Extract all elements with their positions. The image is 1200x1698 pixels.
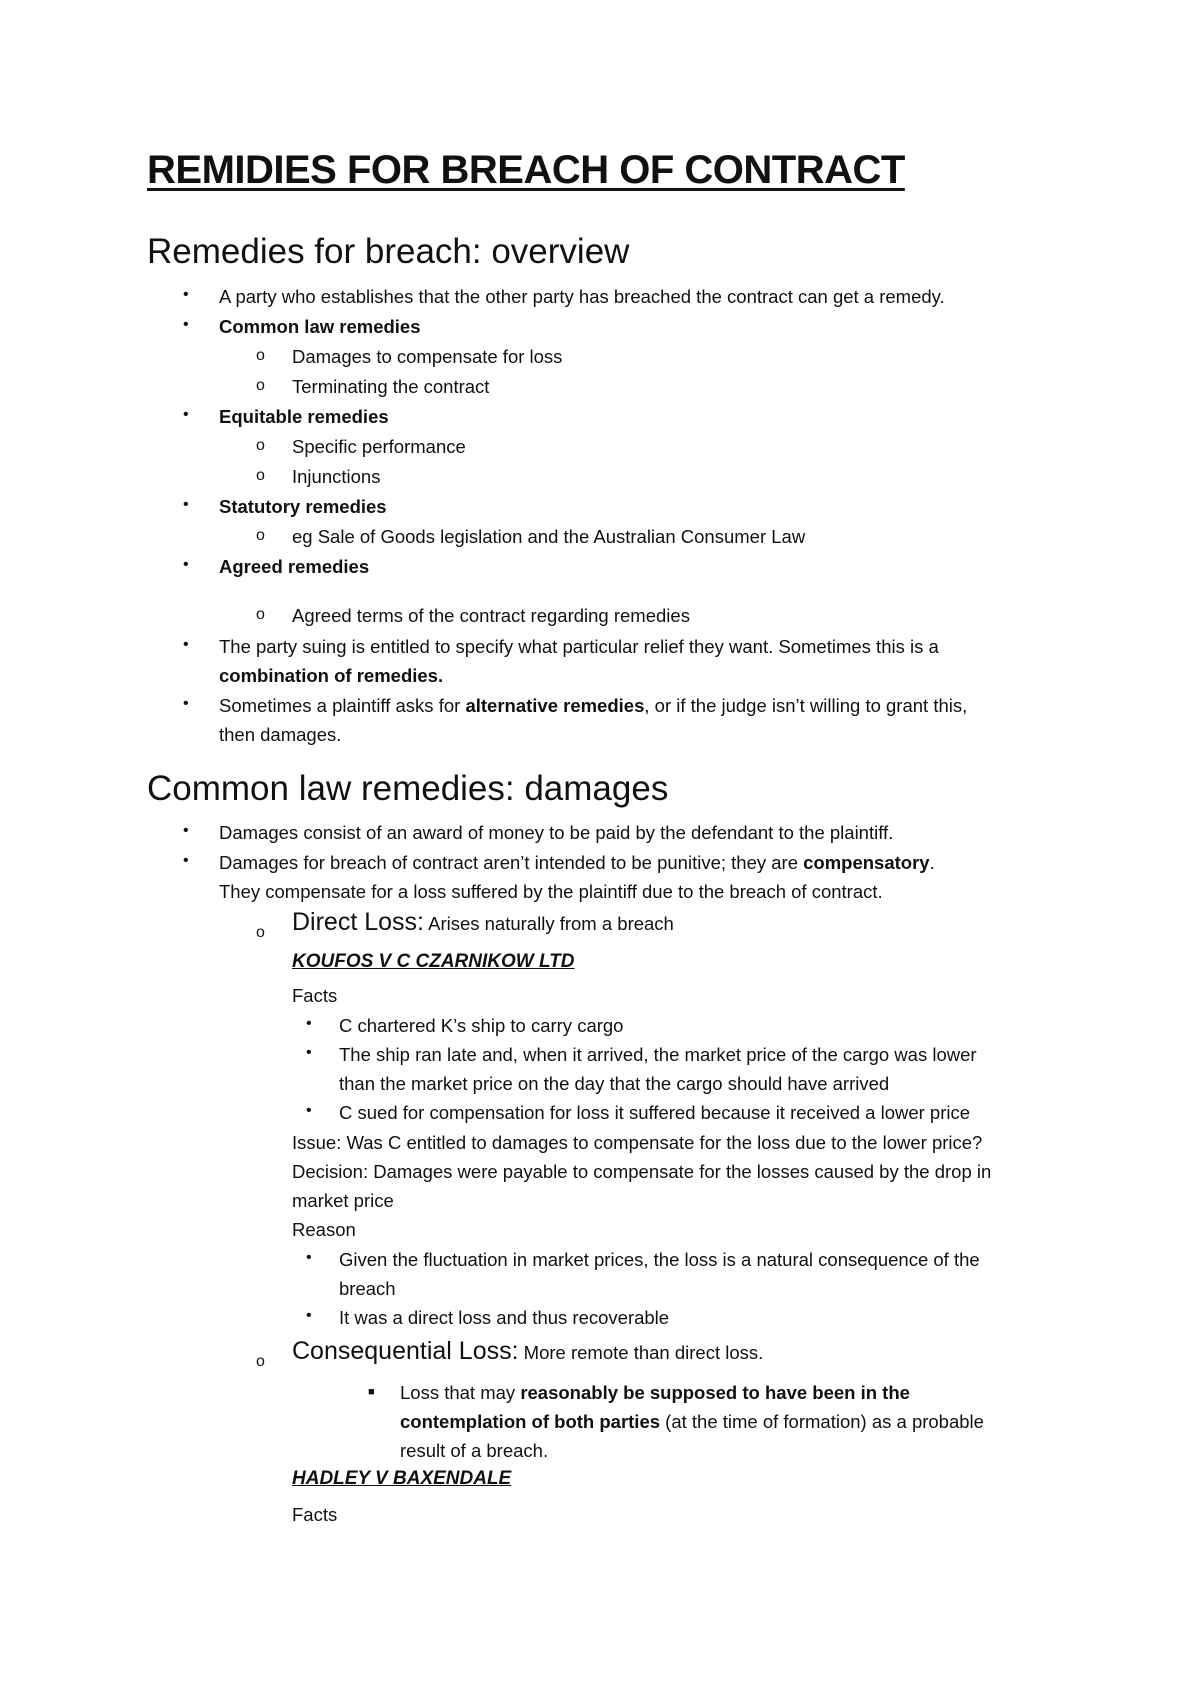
- damages-bullet-2-l1: [219, 848, 935, 877]
- sub-bullet-sale-of-goods: eg Sale of Goods legislation and the Australian Consumer Law: [292, 526, 806, 547]
- bullet-icon: •: [306, 1102, 312, 1119]
- consequential-text-l2: [400, 1407, 984, 1436]
- section-heading-damages: Common law remedies: damages: [147, 769, 669, 808]
- text-run-bold: reasonably be supposed to have been in the: [520, 1382, 910, 1403]
- text-run: Damages for breach of contract aren’t intended to be punitive; they are: [219, 852, 804, 873]
- text-run-bold: alternative remedies: [465, 695, 645, 716]
- direct-loss-line: [292, 908, 674, 938]
- bullet-icon: •: [183, 852, 189, 869]
- text-run: , or if the judge isn’t willing to grant this,: [644, 695, 968, 716]
- sub-bullet-icon: o: [256, 924, 265, 941]
- overview-bullet-party-suing-l1: The party suing is entitled to specify what particular relief they want. Sometimes this is a: [219, 636, 939, 657]
- direct-loss-desc: Arises naturally from a breach: [423, 913, 674, 934]
- consequential-text-l1: [400, 1378, 910, 1407]
- reason-item-continuation: breach: [339, 1278, 396, 1299]
- bullet-icon: •: [306, 1307, 312, 1324]
- sub-bullet-damages: Damages to compensate for loss: [292, 346, 563, 367]
- fact-item-continuation: than the market price on the day that the cargo should have arrived: [339, 1073, 890, 1094]
- case-name-hadley: HADLEY V BAXENDALE: [292, 1468, 512, 1489]
- consequential-loss-desc: More remote than direct loss.: [518, 1342, 764, 1363]
- issue-text: Issue: Was C entitled to damages to compensate for the loss due to the lower price?: [292, 1132, 983, 1153]
- fact-item: C sued for compensation for loss it suffered because it received a lower price: [339, 1102, 971, 1123]
- text-run-bold: contemplation of both parties: [400, 1411, 661, 1432]
- sub-bullet-injunctions: Injunctions: [292, 466, 381, 487]
- fact-item: C chartered K’s ship to carry cargo: [339, 1015, 624, 1036]
- bullet-icon: •: [183, 406, 189, 423]
- text-run: Sometimes a plaintiff asks for: [219, 695, 466, 716]
- sub-bullet-icon: o: [256, 467, 265, 484]
- consequential-loss-label: Consequential Loss:: [292, 1337, 519, 1365]
- text-run: .: [929, 852, 935, 873]
- overview-bullet-equitable: Equitable remedies: [219, 406, 389, 427]
- overview-bullet-alternative-l1: [219, 691, 967, 720]
- sub-bullet-agreed-terms: Agreed terms of the contract regarding remedies: [292, 605, 690, 626]
- bullet-icon: •: [183, 556, 189, 573]
- case-name-koufos: KOUFOS V C CZARNIKOW LTD: [292, 951, 575, 972]
- bullet-icon: •: [183, 822, 189, 839]
- bullet-icon: •: [306, 1044, 312, 1061]
- text-run: Loss that may: [400, 1382, 521, 1403]
- sub-bullet-icon: o: [256, 347, 265, 364]
- overview-bullet-statutory: Statutory remedies: [219, 496, 387, 517]
- overview-bullet-common-law: Common law remedies: [219, 316, 421, 337]
- bullet-icon: •: [183, 636, 189, 653]
- text-run-bold: compensatory: [803, 852, 930, 873]
- bullet-icon: •: [183, 316, 189, 333]
- decision-text-l1: Decision: Damages were payable to compensate for the losses caused by the drop in: [292, 1161, 992, 1182]
- facts-label: Facts: [292, 1504, 338, 1525]
- section-heading-overview: Remedies for breach: overview: [147, 232, 630, 271]
- facts-label: Facts: [292, 985, 338, 1006]
- bullet-icon: •: [183, 695, 189, 712]
- reason-item: It was a direct loss and thus recoverable: [339, 1307, 670, 1328]
- overview-bullet-1: A party who establishes that the other party has breached the contract can get a remedy.: [219, 286, 945, 307]
- bullet-icon: •: [183, 496, 189, 513]
- consequential-text-l3: result of a breach.: [400, 1440, 549, 1461]
- sub-bullet-icon: o: [256, 377, 265, 394]
- sub-bullet-icon: o: [256, 437, 265, 454]
- damages-bullet-1: Damages consist of an award of money to be paid by the defendant to the plaintiff.: [219, 822, 894, 843]
- text-run: (at the time of formation) as a probable: [660, 1411, 984, 1432]
- fact-item: The ship ran late and, when it arrived, the market price of the cargo was lower: [339, 1044, 977, 1065]
- sub-bullet-terminating: Terminating the contract: [292, 376, 490, 397]
- decision-text-l2: market price: [292, 1190, 394, 1211]
- overview-bullet-alternative-l2: then damages.: [219, 724, 342, 745]
- sub-bullet-icon: o: [256, 606, 265, 623]
- damages-bullet-2-l2: They compensate for a loss suffered by the plaintiff due to the breach of contract.: [219, 881, 883, 902]
- sub-bullet-specific-performance: Specific performance: [292, 436, 466, 457]
- square-bullet-icon: ■: [368, 1386, 375, 1398]
- page-title: REMIDIES FOR BREACH OF CONTRACT: [147, 148, 905, 192]
- bullet-icon: •: [183, 286, 189, 303]
- bullet-icon: •: [306, 1015, 312, 1032]
- sub-bullet-icon: o: [256, 1353, 265, 1370]
- consequential-loss-line: [292, 1337, 763, 1367]
- reason-item: Given the fluctuation in market prices, the loss is a natural consequence of the: [339, 1249, 980, 1270]
- overview-bullet-party-suing-l2: combination of remedies.: [219, 665, 444, 686]
- overview-bullet-agreed: Agreed remedies: [219, 556, 370, 577]
- direct-loss-label: Direct Loss:: [292, 908, 424, 936]
- sub-bullet-icon: o: [256, 527, 265, 544]
- bullet-icon: •: [306, 1249, 312, 1266]
- reason-label: Reason: [292, 1219, 356, 1240]
